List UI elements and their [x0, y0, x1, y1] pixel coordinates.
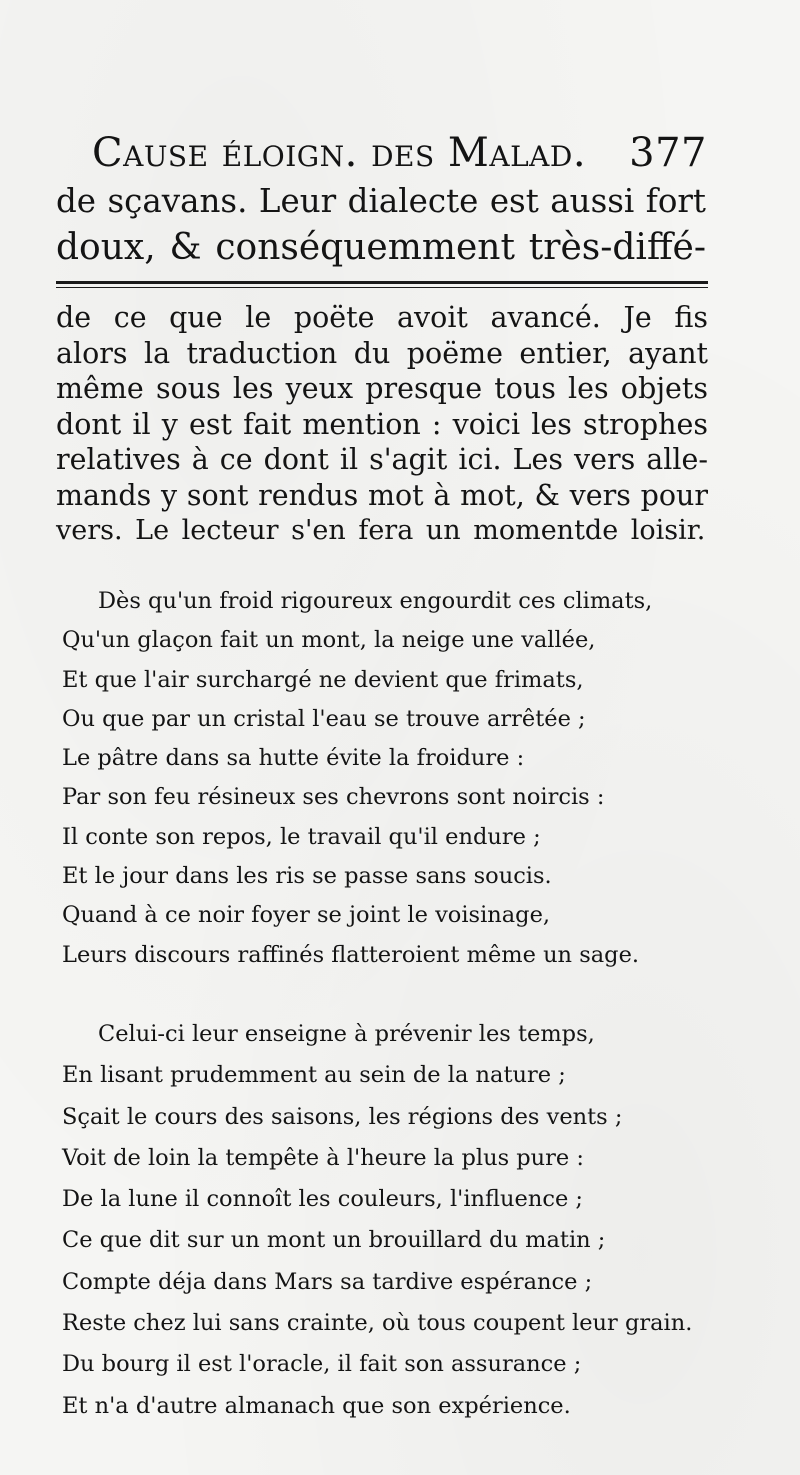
verse-line: Reste chez lui sans crainte, où tous coupent leur grain.: [62, 1310, 693, 1337]
carryover-line: de sçavans. Leur dialecte est aussi fort: [56, 182, 706, 220]
verse-line: Du bourg il est l'oracle, il fait son assurance ;: [62, 1351, 582, 1378]
verse-line: De la lune il connoît les couleurs, l'influence ;: [62, 1186, 584, 1213]
prose-line: mands y sont rendus mot à mot, & vers pour: [56, 478, 708, 512]
verse-line: Quand à ce noir foyer se joint le voisinage,: [62, 902, 551, 929]
running-head: [92, 130, 707, 176]
running-title: Cause éloign. des Malad.: [92, 130, 587, 176]
verse-line: Leurs discours raffinés flatteroient même un sage.: [62, 941, 640, 968]
verse-line: Par son feu résineux ses chevrons sont noircis :: [62, 784, 605, 811]
verse-line: Ou que par un cristal l'eau se trouve arrêtée ;: [62, 705, 586, 732]
horizontal-rule: [56, 281, 708, 288]
carryover-line: doux, & conséquemment très-diffé-: [56, 227, 706, 268]
verse-line: Et le jour dans les ris se passe sans soucis.: [62, 863, 552, 890]
verse-line: Ce que dit sur un mont un brouillard du matin ;: [62, 1227, 606, 1254]
verse-line: Et n'a d'autre almanach que son expérience.: [62, 1392, 571, 1419]
verse-line: Celui-ci leur enseigne à prévenir les temps,: [98, 1021, 595, 1047]
verse-line: Dès qu'un froid rigoureux engourdit ces climats,: [98, 588, 653, 614]
verse-line: Qu'un glaçon fait un mont, la neige une vallée,: [62, 627, 596, 654]
verse-line: Et que l'air surchargé ne devient que frimats,: [62, 666, 584, 693]
prose-line: alors la traduction du poëme entier, ayant: [56, 336, 708, 370]
prose-line: même sous les yeux presque tous les objets: [56, 372, 708, 405]
verse-line: Voit de loin la tempête à l'heure la plus pure :: [62, 1144, 584, 1171]
poem-stanza-2: [62, 1014, 702, 1427]
verse-line: Le pâtre dans sa hutte évite la froidure :: [62, 745, 525, 772]
page-number: 377: [629, 130, 707, 176]
prose-line: relatives à ce dont il s'agit ici. Les vers alle-: [56, 443, 708, 476]
poem-stanza-1: [62, 582, 702, 975]
prose-line: dont il y est fait mention : voici les strophes: [56, 407, 708, 441]
prose-line: de ce que le poëte avoit avancé. Je fis: [56, 301, 708, 334]
prose-paragraph: [56, 300, 708, 549]
prose-line: vers. Le lecteur s'en fera un momentde loisir.: [56, 515, 706, 546]
verse-line: Sçait le cours des saisons, les régions des vents ;: [62, 1103, 623, 1130]
verse-line: En lisant prudemment au sein de la nature ;: [62, 1062, 566, 1089]
verse-line: Compte déja dans Mars sa tardive espérance ;: [62, 1268, 593, 1295]
verse-line: Il conte son repos, le travail qu'il endure ;: [62, 823, 541, 850]
